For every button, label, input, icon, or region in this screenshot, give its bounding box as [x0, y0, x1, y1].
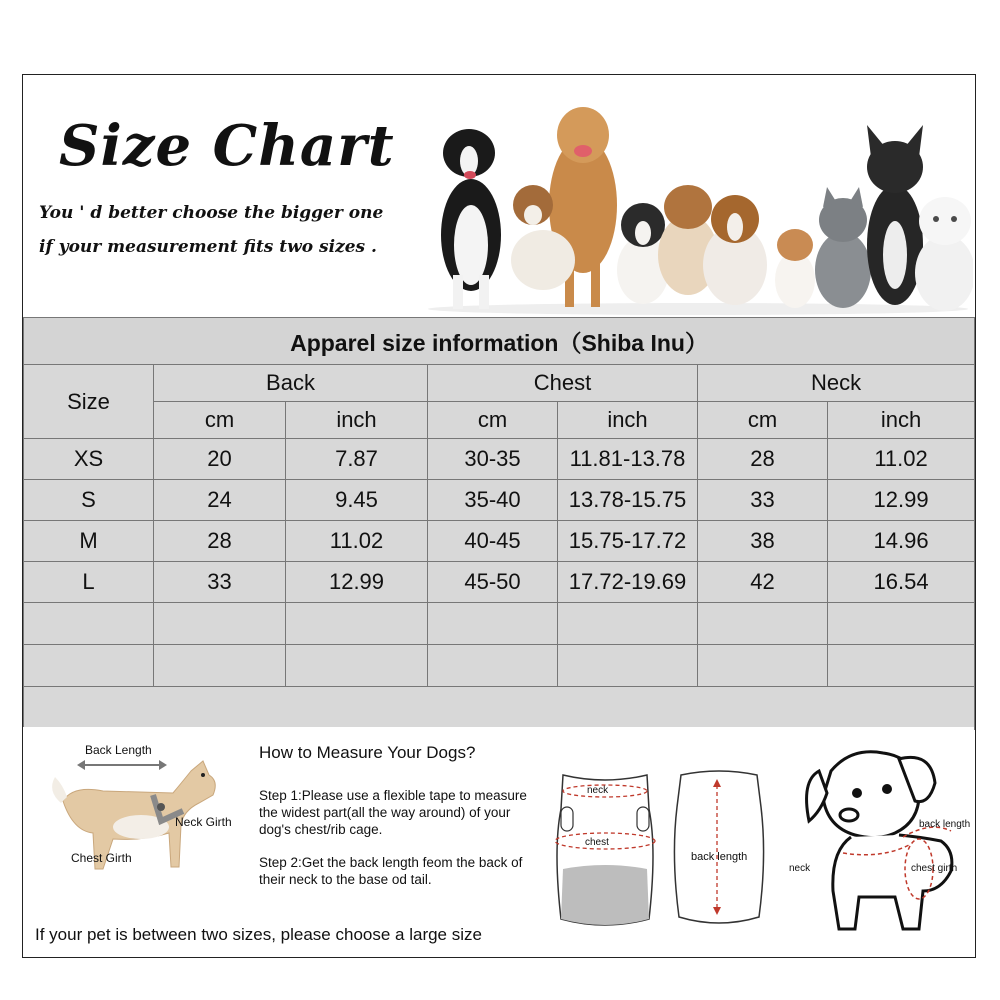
vest-neck-label: neck	[587, 785, 609, 796]
table-cell: 45-50	[428, 562, 558, 603]
size-cell: M	[24, 521, 154, 562]
chest-group-header: Chest	[428, 365, 698, 402]
unit-header: inch	[558, 402, 698, 439]
size-chart-frame	[22, 74, 976, 958]
table-row	[24, 521, 975, 562]
table-cell: 17.72-19.69	[558, 562, 698, 603]
table-cell: 12.99	[828, 480, 975, 521]
size-column-header: Size	[24, 365, 154, 439]
table-cell: 15.75-17.72	[558, 521, 698, 562]
puppy-neck-label: neck	[789, 863, 811, 874]
french-bulldog-image	[867, 125, 923, 305]
puppy-back-length-label: back length	[919, 819, 971, 830]
table-cell: 11.02	[828, 439, 975, 480]
table-cell: 14.96	[828, 521, 975, 562]
table-cell: 12.99	[286, 562, 428, 603]
puppy-outline-diagram	[791, 741, 971, 941]
measure-step-2: Step 2:Get the back length feom the back of their neck to the base od tail.	[259, 855, 523, 887]
unit-header: cm	[698, 402, 828, 439]
unit-header: inch	[286, 402, 428, 439]
table-cell: 40-45	[428, 521, 558, 562]
size-cell: XS	[24, 439, 154, 480]
border-collie-image	[441, 129, 501, 309]
table-caption: Apparel size information（Shiba Inu）	[24, 318, 975, 365]
size-advice-line-1: You ' d better choose the bigger one	[39, 203, 384, 223]
page-title: Size Chart	[59, 113, 395, 179]
persian-cat-image	[915, 197, 973, 311]
table-cell: 35-40	[428, 480, 558, 521]
puppy-chest-girth-label: chest girth	[911, 863, 958, 874]
chihuahua-image	[775, 229, 815, 308]
table-cell: 33	[154, 562, 286, 603]
table-cell: 7.87	[286, 439, 428, 480]
table-cell: 30-35	[428, 439, 558, 480]
table-cell: 33	[698, 480, 828, 521]
empty-table-footer	[24, 687, 975, 730]
table-row	[24, 439, 975, 480]
table-row	[24, 480, 975, 521]
measurement-guide	[23, 727, 974, 958]
table-cell: 16.54	[828, 562, 975, 603]
empty-table-row	[24, 603, 975, 645]
vest-back-diagram	[669, 767, 769, 929]
table-row	[24, 562, 975, 603]
table-cell: 42	[698, 562, 828, 603]
pets-group-photo	[423, 95, 973, 317]
neck-girth-label: Neck Girth	[175, 815, 232, 829]
table-cell: 28	[698, 439, 828, 480]
table-cell: 28	[154, 521, 286, 562]
size-advice-line-2: if your measurement fits two sizes .	[39, 237, 377, 257]
back-length-label: Back Length	[85, 743, 152, 757]
size-cell: S	[24, 480, 154, 521]
table-cell: 20	[154, 439, 286, 480]
vest-chest-label: chest	[585, 837, 609, 848]
table-cell: 11.02	[286, 521, 428, 562]
measure-heading: How to Measure Your Dogs?	[259, 743, 476, 762]
grey-cat-image	[815, 187, 871, 308]
header-banner	[23, 75, 974, 317]
empty-table-row	[24, 645, 975, 687]
unit-header: cm	[154, 402, 286, 439]
size-advice-footer: If your pet is between two sizes, please choose a large size	[35, 925, 482, 944]
size-cell: L	[24, 562, 154, 603]
vest-back-length-label: back length	[691, 851, 748, 863]
neck-group-header: Neck	[698, 365, 975, 402]
beagle-image	[703, 195, 767, 305]
unit-header: inch	[828, 402, 975, 439]
table-cell: 11.81-13.78	[558, 439, 698, 480]
table-cell: 9.45	[286, 480, 428, 521]
unit-header: cm	[428, 402, 558, 439]
measure-step-1: Step 1:Please use a flexible tape to measure the widest part(all the way around) of your dog's chest/rib cage.	[259, 788, 527, 837]
table-cell: 38	[698, 521, 828, 562]
back-group-header: Back	[154, 365, 428, 402]
size-table	[23, 317, 975, 730]
table-cell: 13.78-15.75	[558, 480, 698, 521]
chest-girth-label: Chest Girth	[71, 851, 132, 865]
table-cell: 24	[154, 480, 286, 521]
